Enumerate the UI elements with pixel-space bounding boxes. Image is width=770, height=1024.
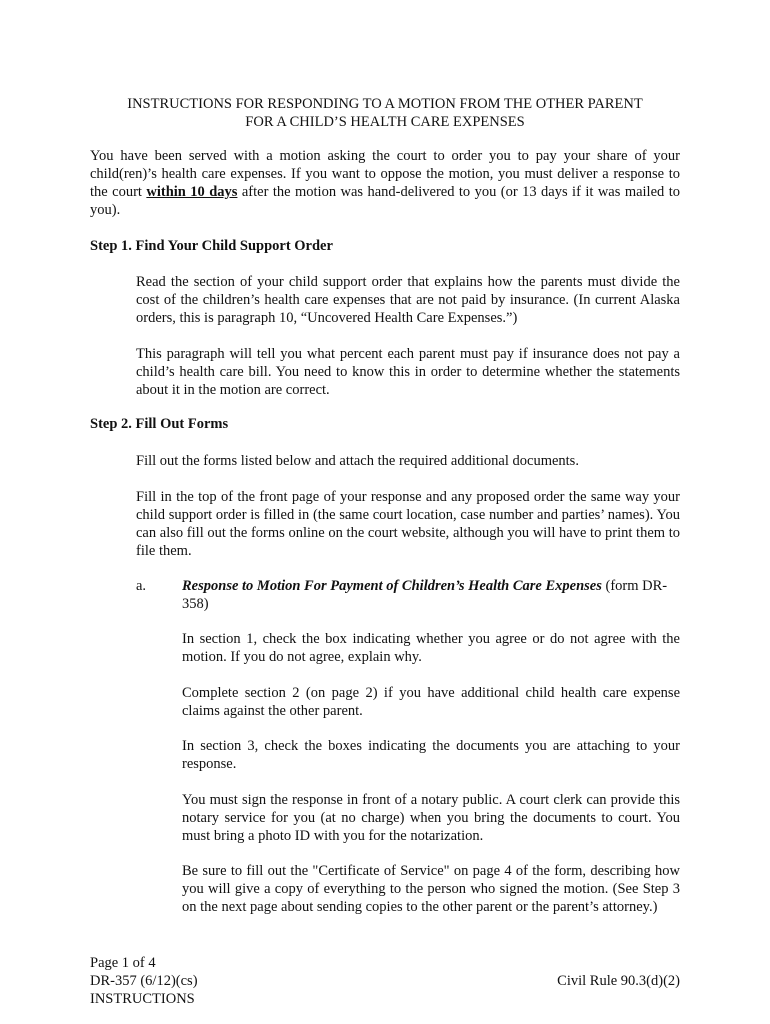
item-a-paragraph-2: Complete section 2 (on page 2) if you have additional child health care expense claims against the other parent. xyxy=(182,685,680,719)
intro-text-after: after the motion was hand-delivered to you (or 13 days if it was mailed to you). xyxy=(90,184,680,218)
step-1-heading: Step 1. Find Your Child Support Order xyxy=(90,238,333,254)
intro-text-before: You have been served with a motion asking the court to order you to pay your share of your child(ren)’s health care expenses. If you want to oppose the motion, you must deliver a response to the court xyxy=(90,148,680,200)
form-number: DR-357 (6/12)(cs) xyxy=(90,973,198,989)
footer-left xyxy=(90,954,198,1008)
civil-rule-reference: Civil Rule 90.3(d)(2) xyxy=(557,973,680,989)
form-number-text: (form DR-358) xyxy=(182,578,668,612)
item-a-paragraph-4: You must sign the response in front of a notary public. A court clerk can provide this notary service for you (at no charge) when you bring the documents to court. You must bring a photo ID with you for the notarization. xyxy=(182,792,680,844)
step-1-paragraph-1: Read the section of your child support order that explains how the parents must divide the cost of the children’s health care expenses that are not paid by insurance. (In current Alaska orders, this is paragraph 10, “Uncovered Health Care Expenses.”) xyxy=(136,274,680,326)
item-a-paragraph-3: In section 3, check the boxes indicating the documents you are attaching to your response. xyxy=(182,738,680,772)
deadline-emphasis: within 10 days xyxy=(146,184,238,200)
form-title-text: Response to Motion For Payment of Children’s Health Care Expenses xyxy=(182,578,602,594)
step-2-heading: Step 2. Fill Out Forms xyxy=(90,416,229,432)
intro-paragraph xyxy=(90,147,680,219)
item-a-paragraph-1: In section 1, check the box indicating whether you agree or do not agree with the motion. If you do not agree, explain why. xyxy=(182,631,680,665)
document-title xyxy=(90,95,680,131)
item-a-label: a. xyxy=(136,578,147,594)
title-line-2: FOR A CHILD’S HEALTH CARE EXPENSES xyxy=(245,114,525,130)
step-2-paragraph-2: Fill in the top of the front page of your response and any proposed order the same way your child support order is filled in (the same court location, case number and parties’ names). You can also fill out the forms online on the court website, although you will have to print them to file them. xyxy=(136,489,680,559)
step-2-paragraph-1: Fill out the forms listed below and attach the required additional documents. xyxy=(136,453,579,469)
item-a-paragraph-5: Be sure to fill out the "Certificate of Service" on page 4 of the form, describing how you will give a copy of everything to the person who signed the motion. (See Step 3 on the next page about sending copies to the other parent or the parent’s attorney.) xyxy=(182,863,680,915)
step-1-paragraph-2: This paragraph will tell you what percent each parent must pay if insurance does not pay a child’s health care bill. You need to know this in order to determine whether the statements about it in the motion are correct. xyxy=(136,346,680,398)
document-type: INSTRUCTIONS xyxy=(90,991,195,1007)
page-number: Page 1 of 4 xyxy=(90,955,156,971)
item-a-form-title xyxy=(182,577,680,613)
title-line-1: INSTRUCTIONS FOR RESPONDING TO A MOTION FROM THE OTHER PARENT xyxy=(127,96,643,112)
